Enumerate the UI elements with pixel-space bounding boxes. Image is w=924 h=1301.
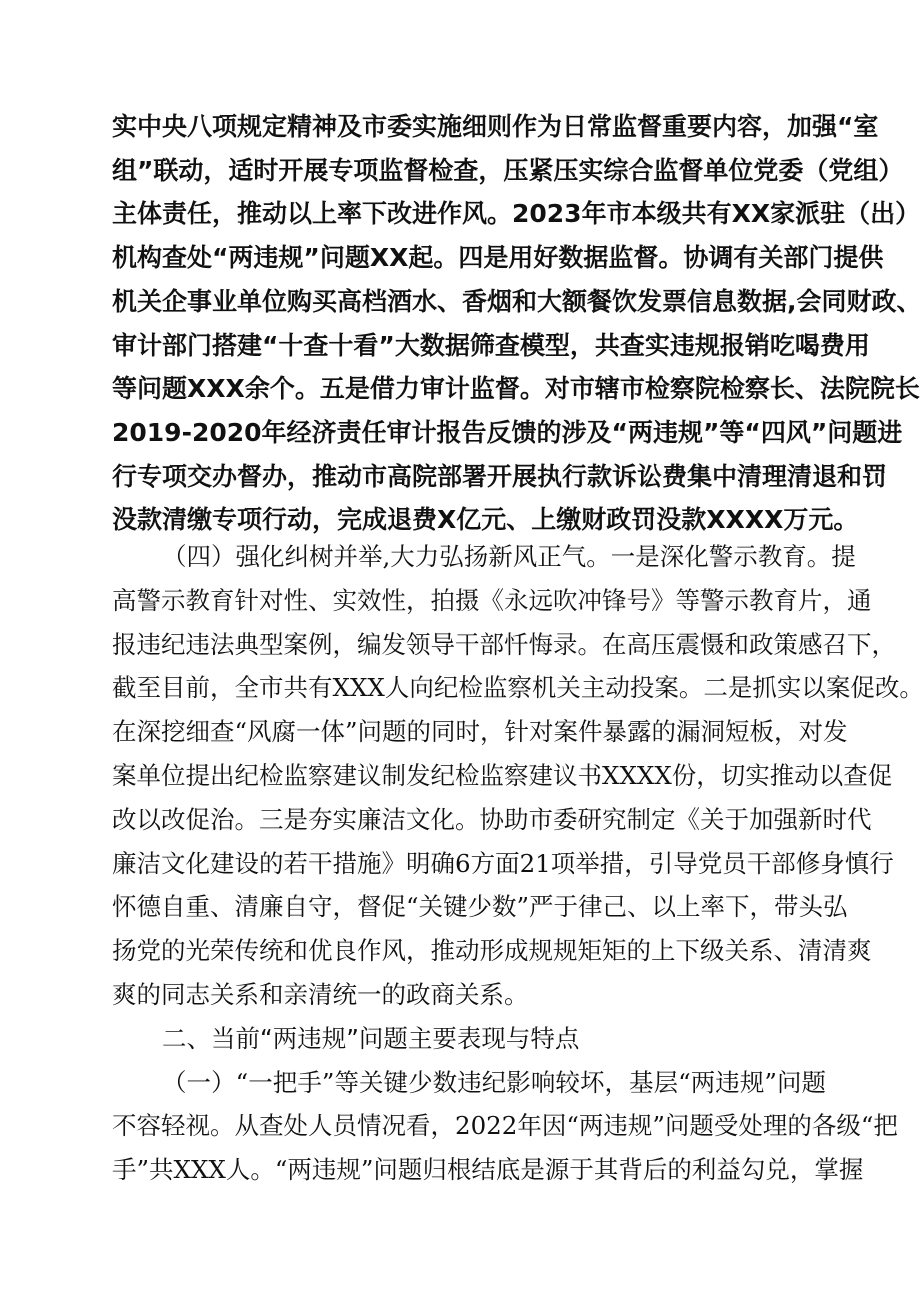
body-text — [112, 535, 924, 1192]
text-line: 案单位提出纪检监察建议制发纪检监察建议书XXXX份，切实推动以查促 — [112, 760, 893, 790]
text-line: 机关企事业单位购买高档酒水、香烟和大额餐饮发票信息数据,会同财政、 — [112, 286, 922, 316]
text-line: 在深挖细查“风腐一体”问题的同时，针对案件暴露的漏洞短板，对发 — [112, 717, 848, 747]
text-line: 高警示教育针对性、实效性，拍摄《永远吹冲锋号》等警示教育片，通 — [112, 585, 872, 615]
text-line: 报违纪违法典型案例，编发领导干部忏悔录。在高压震慑和政策感召下， — [112, 629, 896, 659]
text-line: 等问题XXX余个。五是借力审计监督。对市辖市检察院检察长、法院院长 — [112, 374, 920, 404]
text-line: 2019-2020年经济责任审计报告反馈的涉及“两违规”等“四风”问题进 — [112, 417, 903, 447]
text-line: 机构查处“两违规”问题XX起。四是用好数据监督。协调有关部门提供 — [112, 243, 884, 273]
section-heading: 二、当前“两违规”问题主要表现与特点 — [162, 1023, 580, 1053]
text-line: 没款清缴专项行动，完成退费X亿元、上缴财政罚没款XXXX万元。 — [112, 505, 859, 535]
section-4-paragraph — [112, 535, 924, 1017]
text-line: （一）“一把手”等关键少数违纪影响较坏，基层“两违规”问题 — [162, 1067, 826, 1097]
text-line: 改以改促治。三是夯实廉洁文化。协助市委研究制定《关于加强新时代 — [112, 804, 872, 834]
text-line: 主体责任，推动以上率下改进作风。2023年市本级共有XX家派驻（出） — [112, 199, 921, 229]
text-line: 实中央八项规定精神及市委实施细则作为日常监督重要内容，加强“室 — [112, 112, 879, 141]
text-line: 手”共XXX人。“两违规”问题归根结底是源于其背后的利益勾兑，掌握 — [112, 1155, 864, 1185]
text-line: 怀德自重、清廉自守，督促“关键少数”严于律己、以上率下，带头弘 — [112, 892, 848, 922]
text-line: 组”联动，适时开展专项监督检查，压紧压实综合监督单位党委（党组） — [112, 155, 904, 185]
text-line: 截至目前，全市共有XXX人向纪检监察机关主动投案。二是抓实以案促改。 — [112, 673, 924, 703]
text-line: 行专项交办督办，推动市高院部署开展执行款诉讼费集中清理清退和罚 — [112, 461, 888, 491]
section-2-1-paragraph — [112, 1061, 898, 1192]
text-line: 扬党的光荣传统和优良作风，推动形成规规矩矩的上下级关系、清清爽 — [112, 936, 872, 966]
text-line: 不容轻视。从查处人员情况看，2022年因“两违规”问题受处理的各级“把 — [112, 1111, 898, 1141]
text-line: （四）强化纠树并举,大力弘扬新风正气。一是深化警示教育。提 — [162, 542, 856, 571]
text-line: 审计部门搭建“十查十看”大数据筛查模型，共查实违规报销吃喝费用 — [112, 330, 870, 360]
bold-paragraph — [112, 105, 922, 542]
text-line: 爽的同志关系和亲清统一的政商关系。 — [112, 979, 529, 1009]
text-line: 廉洁文化建设的若干措施》明确6方面21项举措，引导党员干部修身慎行 — [112, 848, 894, 878]
